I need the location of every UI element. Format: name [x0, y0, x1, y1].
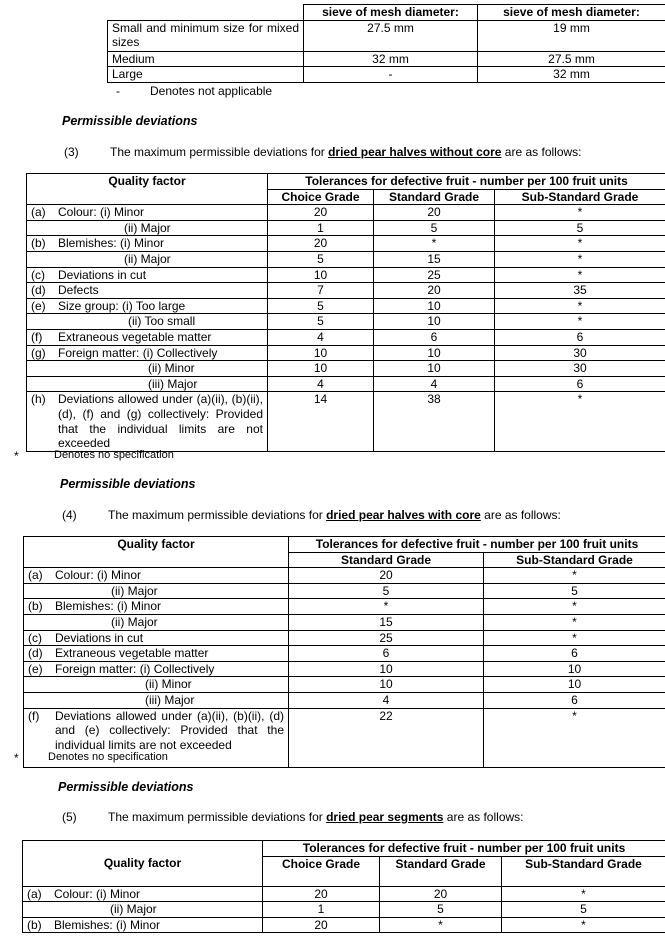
tolerance-value: * [495, 298, 665, 314]
tolerance-value: * [484, 614, 665, 630]
table-row [27, 205, 665, 221]
quality-factor-cell [24, 599, 289, 615]
mesh-row-value: 27.5 mm [478, 51, 665, 67]
row-letter: (d) [31, 283, 46, 298]
table-row [27, 251, 665, 267]
table-row [23, 917, 665, 933]
tolerance-value: 25 [374, 267, 495, 283]
grade-header: Sub-Standard Grade [495, 189, 665, 205]
row-letter: (b) [31, 236, 46, 251]
quality-factor-header: Quality factor [23, 841, 263, 887]
quality-factor-cell [24, 568, 289, 584]
tolerance-value: * [374, 236, 495, 252]
row-letter: (f) [28, 708, 40, 723]
quality-factor-cell [27, 329, 268, 345]
row-factor-text: (iii) Major [145, 692, 195, 707]
row-factor-text: (ii) Major [111, 614, 158, 629]
tolerance-value: * [484, 568, 665, 584]
row-factor-text: (ii) Major [110, 902, 157, 917]
grade-header: Sub-Standard Grade [502, 856, 665, 886]
tolerance-value: 10 [289, 677, 484, 693]
mesh-row-value: 19 mm [478, 20, 665, 51]
row-letter: (e) [28, 661, 43, 676]
section-4-heading: Permissible deviations [60, 477, 196, 491]
tolerance-value: * [495, 392, 665, 451]
tolerance-value: 10 [374, 345, 495, 361]
table-row [27, 283, 665, 299]
quality-factor-cell [24, 630, 289, 646]
tolerance-value: 20 [268, 236, 374, 252]
section-4-intro: The maximum permissible deviations for dried pear halves with core are as follows: [108, 508, 561, 522]
tolerance-value: 10 [268, 267, 374, 283]
tolerance-value: 10 [374, 314, 495, 330]
row-letter: (a) [27, 886, 42, 901]
row-factor-text: (ii) Major [124, 220, 171, 235]
tolerance-value: 6 [374, 329, 495, 345]
quality-factor-cell [27, 220, 268, 236]
tolerance-value: 5 [268, 298, 374, 314]
quality-factor-cell [27, 314, 268, 330]
tolerance-value: 20 [374, 283, 495, 299]
tolerance-value: 6 [484, 692, 665, 708]
tolerance-value: 6 [495, 329, 665, 345]
table-row [27, 376, 665, 392]
tolerance-value: * [484, 599, 665, 615]
tolerance-value: 10 [374, 298, 495, 314]
table-row [23, 902, 665, 918]
tolerance-value: 6 [495, 376, 665, 392]
mesh-row-value: 32 mm [478, 67, 665, 83]
row-letter: (a) [28, 568, 43, 583]
tolerance-value: * [495, 267, 665, 283]
section-4-note: Denotes no specification [48, 751, 168, 763]
table-row [27, 329, 665, 345]
table-row [24, 568, 665, 584]
tolerance-value: 35 [495, 283, 665, 299]
tolerance-value: 20 [380, 886, 502, 902]
mesh-row-label: Medium [108, 51, 304, 67]
section-5-intro: The maximum permissible deviations for dried pear segments are as follows: [108, 810, 524, 824]
tolerance-value: 10 [268, 345, 374, 361]
table-row [27, 361, 665, 377]
quality-factor-cell [27, 376, 268, 392]
quality-factor-cell [24, 677, 289, 693]
row-factor-text: (ii) Minor [145, 677, 192, 692]
row-factor-text: (ii) Major [111, 583, 158, 598]
tolerance-value: 15 [374, 251, 495, 267]
tolerance-value: 4 [268, 376, 374, 392]
mesh-note: Denotes not applicable [150, 84, 273, 98]
quality-factor-cell [27, 283, 268, 299]
mesh-row-value: - [304, 67, 478, 83]
tolerance-value: 22 [289, 708, 484, 767]
section-5-heading: Permissible deviations [58, 780, 194, 794]
tolerances-header: Tolerances for defective fruit - number per 100 fruit units [268, 174, 665, 190]
quality-factor-cell [23, 886, 263, 902]
grade-header: Standard Grade [380, 856, 502, 886]
tolerance-value: 5 [268, 251, 374, 267]
tolerance-value: 5 [495, 220, 665, 236]
mesh-row-value: 27.5 mm [304, 20, 478, 51]
table-row [24, 646, 665, 662]
tolerance-value: 20 [263, 886, 380, 902]
grade-header: Standard Grade [289, 552, 484, 568]
tolerance-value: 30 [495, 345, 665, 361]
tolerance-value: 25 [289, 630, 484, 646]
table-row [27, 236, 665, 252]
quality-factor-cell [27, 251, 268, 267]
section-4-table [23, 536, 665, 768]
row-factor-text: Deviations allowed under (a)(ii), (b)(ii), (d) and (e) collectively: Provided that the individual limits are not exceeded [55, 708, 284, 752]
tolerance-value: 1 [268, 220, 374, 236]
row-factor-text: (ii) Major [124, 251, 171, 266]
quality-factor-cell [27, 267, 268, 283]
row-factor-text: Colour: (i) Minor [58, 205, 145, 220]
row-letter: (a) [31, 205, 46, 220]
tolerance-value: 5 [380, 902, 502, 918]
tolerance-value: 30 [495, 361, 665, 377]
tolerance-value: 5 [502, 902, 665, 918]
tolerance-value: * [502, 886, 665, 902]
tolerance-value: * [484, 630, 665, 646]
table-row [24, 692, 665, 708]
row-letter: (c) [31, 267, 45, 282]
tolerance-value: 6 [289, 646, 484, 662]
row-factor-text: Deviations allowed under (a)(ii), (b)(ii), (d), (f) and (g) collectively: Provided that the individual limits are not exceeded [58, 392, 263, 451]
mesh-row-label: Small and minimum size for mixed sizes [108, 20, 304, 51]
tolerance-value: * [380, 917, 502, 933]
tolerance-value: 10 [484, 661, 665, 677]
tolerance-value: * [495, 314, 665, 330]
table-row [23, 886, 665, 902]
row-factor-text: Deviations in cut [55, 630, 144, 645]
mesh-row-value: 32 mm [304, 51, 478, 67]
row-factor-text: Colour: (i) Minor [54, 886, 141, 901]
quality-factor-header: Quality factor [24, 537, 289, 568]
section-3-number: (3) [64, 145, 79, 159]
quality-factor-cell [27, 392, 268, 451]
tolerance-value: 4 [374, 376, 495, 392]
section-4-number: (4) [62, 508, 77, 522]
quality-factor-cell [24, 646, 289, 662]
row-letter: (b) [27, 917, 42, 932]
quality-factor-cell [23, 902, 263, 918]
quality-factor-cell [24, 661, 289, 677]
section-3-intro: The maximum permissible deviations for dried pear halves without core are as follows: [110, 145, 582, 159]
tolerances-header: Tolerances for defective fruit - number per 100 fruit units [263, 841, 665, 857]
row-factor-text: (iii) Major [148, 376, 198, 391]
row-factor-text: Foreign matter: (i) Collectively [55, 661, 215, 676]
section-3-subject: dried pear halves without core [328, 145, 502, 159]
quality-factor-cell [27, 345, 268, 361]
quality-factor-cell [27, 361, 268, 377]
quality-factor-cell [24, 692, 289, 708]
table-row [24, 614, 665, 630]
quality-factor-cell [23, 917, 263, 933]
row-factor-text: Extraneous vegetable matter [58, 329, 212, 344]
section-5-number: (5) [62, 810, 77, 824]
tolerance-value: * [289, 599, 484, 615]
table-row [27, 220, 665, 236]
section-4-subject: dried pear halves with core [326, 508, 481, 522]
tolerance-value: 20 [289, 568, 484, 584]
section-3-note-symbol: * [14, 449, 19, 463]
grade-header: Choice Grade [263, 856, 380, 886]
row-letter: (h) [31, 392, 46, 407]
table-row [27, 298, 665, 314]
row-factor-text: Defects [58, 283, 99, 298]
grade-header: Standard Grade [374, 189, 495, 205]
row-letter: (c) [28, 630, 42, 645]
section-3-table [26, 173, 665, 452]
mesh-row-label: Large [108, 67, 304, 83]
row-factor-text: Blemishes: (i) Minor [55, 599, 162, 614]
section-3-note: Denotes no specification [54, 449, 174, 461]
mesh-col1-header: sieve of mesh diameter: [304, 5, 478, 21]
table-row [24, 661, 665, 677]
table-row [27, 267, 665, 283]
row-factor-text: Foreign matter: (i) Collectively [58, 345, 218, 360]
row-letter: (e) [31, 298, 46, 313]
tolerance-value: 6 [484, 646, 665, 662]
mesh-col2-header: sieve of mesh diameter: [478, 5, 665, 21]
row-letter: (f) [31, 329, 43, 344]
section-5-table [22, 840, 665, 933]
grade-header: Sub-Standard Grade [484, 552, 665, 568]
row-factor-text: Size group: (i) Too large [58, 298, 186, 313]
tolerance-value: 5 [374, 220, 495, 236]
tolerance-value: 38 [374, 392, 495, 451]
tolerance-value: 14 [268, 392, 374, 451]
tolerance-value: 4 [289, 692, 484, 708]
row-factor-text: Extraneous vegetable matter [55, 646, 209, 661]
row-factor-text: Blemishes: (i) Minor [58, 236, 165, 251]
table-row [24, 599, 665, 615]
tolerance-value: * [495, 251, 665, 267]
tolerance-value: 10 [484, 677, 665, 693]
tolerance-value: 10 [374, 361, 495, 377]
mesh-note-symbol: - [116, 84, 120, 98]
row-factor-text: Blemishes: (i) Minor [54, 917, 161, 932]
tolerance-value: 7 [268, 283, 374, 299]
row-factor-text: (ii) Minor [148, 361, 195, 376]
tolerance-value: 15 [289, 614, 484, 630]
row-factor-text: Colour: (i) Minor [55, 568, 142, 583]
table-row [27, 392, 665, 451]
tolerance-value: 5 [484, 583, 665, 599]
row-factor-text: (ii) Too small [128, 314, 196, 329]
quality-factor-header: Quality factor [27, 174, 268, 205]
tolerance-value: * [502, 917, 665, 933]
table-row [27, 345, 665, 361]
tolerance-value: 10 [268, 361, 374, 377]
tolerance-value: * [495, 205, 665, 221]
table-row [24, 630, 665, 646]
tolerance-value: 10 [289, 661, 484, 677]
quality-factor-cell [24, 583, 289, 599]
mesh-size-table [107, 4, 665, 83]
table-row [24, 583, 665, 599]
row-letter: (d) [28, 646, 43, 661]
section-4-note-symbol: * [14, 751, 19, 765]
quality-factor-cell [27, 236, 268, 252]
tolerance-value: 20 [268, 205, 374, 221]
table-row [27, 314, 665, 330]
tolerance-value: * [484, 708, 665, 767]
tolerance-value: 20 [374, 205, 495, 221]
table-row [24, 677, 665, 693]
tolerance-value: 4 [268, 329, 374, 345]
tolerance-value: 1 [263, 902, 380, 918]
section-5-subject: dried pear segments [326, 810, 444, 824]
row-factor-text: Deviations in cut [58, 267, 147, 282]
tolerance-value: 20 [263, 917, 380, 933]
quality-factor-cell [24, 614, 289, 630]
quality-factor-cell [27, 298, 268, 314]
grade-header: Choice Grade [268, 189, 374, 205]
tolerance-value: 5 [289, 583, 484, 599]
row-letter: (g) [31, 345, 46, 360]
row-letter: (b) [28, 599, 43, 614]
quality-factor-cell [27, 205, 268, 221]
tolerance-value: * [495, 236, 665, 252]
tolerances-header: Tolerances for defective fruit - number per 100 fruit units [289, 537, 665, 553]
section-3-heading: Permissible deviations [62, 114, 198, 128]
tolerance-value: 5 [268, 314, 374, 330]
